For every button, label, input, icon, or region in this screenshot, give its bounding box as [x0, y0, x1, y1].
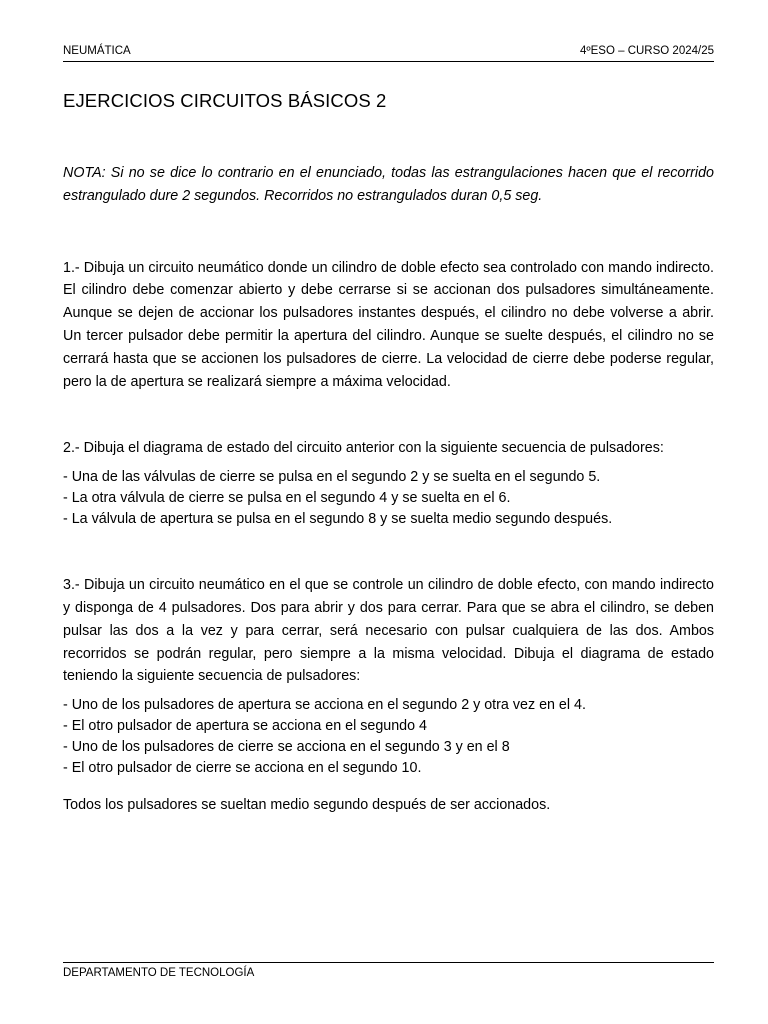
exercise-3-closing-note: Todos los pulsadores se sueltan medio segundo después de ser accionados. [63, 797, 551, 814]
header-subject: NEUMÁTICA [63, 45, 131, 57]
list-item: - Una de las válvulas de cierre se pulsa en el segundo 2 y se suelta en el segundo 5. [63, 469, 601, 486]
note-paragraph: NOTA: Si no se dice lo contrario en el enunciado, todas las estrangulaciones hacen que el recorrido estrangulado dure 2 segundos. Recorridos no estrangulados duran 0,5 seg. [63, 165, 714, 204]
list-item: - La otra válvula de cierre se pulsa en el segundo 4 y se suelta en el 6. [63, 490, 511, 507]
header-course: 4ºESO – CURSO 2024/25 [580, 45, 714, 57]
exercise-1-text: 1.- Dibuja un circuito neumático donde un cilindro de doble efecto sea controlado con mando indirecto. El cilindro debe comenzar abierto y debe cerrarse si se accionan dos pulsadores simultáneamente. Aunque se dejen de accionar los pulsadores instantes después, el cilindro no debe volverse a abrir. Un tercer pulsador debe permitir la apertura del cilindro. Aunque se suelte después, el cilindro no se cerrará hasta que se accionen los pulsadores de cierre. La velocidad de cierre debe poderse regular, pero la de apertura se realizará siempre a máxima velocidad. [63, 259, 714, 390]
exercise-2-text: 2.- Dibuja el diagrama de estado del circuito anterior con la siguiente secuencia de pulsadores: [63, 440, 664, 457]
exercise-1 [63, 257, 714, 394]
document-body [63, 162, 714, 817]
list-item: - El otro pulsador de cierre se acciona en el segundo 10. [63, 760, 422, 777]
page-header [63, 43, 714, 62]
footer-department: DEPARTAMENTO DE TECNOLOGÍA [63, 967, 255, 979]
list-item: - Uno de los pulsadores de apertura se acciona en el segundo 2 y otra vez en el 4. [63, 697, 586, 714]
exercise-2 [63, 437, 714, 530]
list-item: - Uno de los pulsadores de cierre se acciona en el segundo 3 y en el 8 [63, 739, 510, 756]
page-footer [63, 962, 714, 981]
list-item: - La válvula de apertura se pulsa en el segundo 8 y se suelta medio segundo después. [63, 511, 613, 528]
exercise-3-sequence-list [63, 695, 714, 779]
exercise-2-sequence-list [63, 467, 714, 530]
exercise-3-text: 3.- Dibuja un circuito neumático en el que se controle un cilindro de doble efecto, con mando indirecto y disponga de 4 pulsadores. Dos para abrir y dos para cerrar. Para que se abra el cilindro, se deben pulsar las dos a la vez y para cerrar, será necesario con pulsar cualquiera de las dos. Ambos recorridos se podrán regular, pero siempre a la misma velocidad. Dibuja el diagrama de estado teniendo la siguiente secuencia de pulsadores: [63, 577, 714, 685]
exercise-3 [63, 574, 714, 817]
list-item: - El otro pulsador de apertura se acciona en el segundo 4 [63, 718, 428, 735]
document-title: EJERCICIOS CIRCUITOS BÁSICOS 2 [63, 90, 387, 111]
